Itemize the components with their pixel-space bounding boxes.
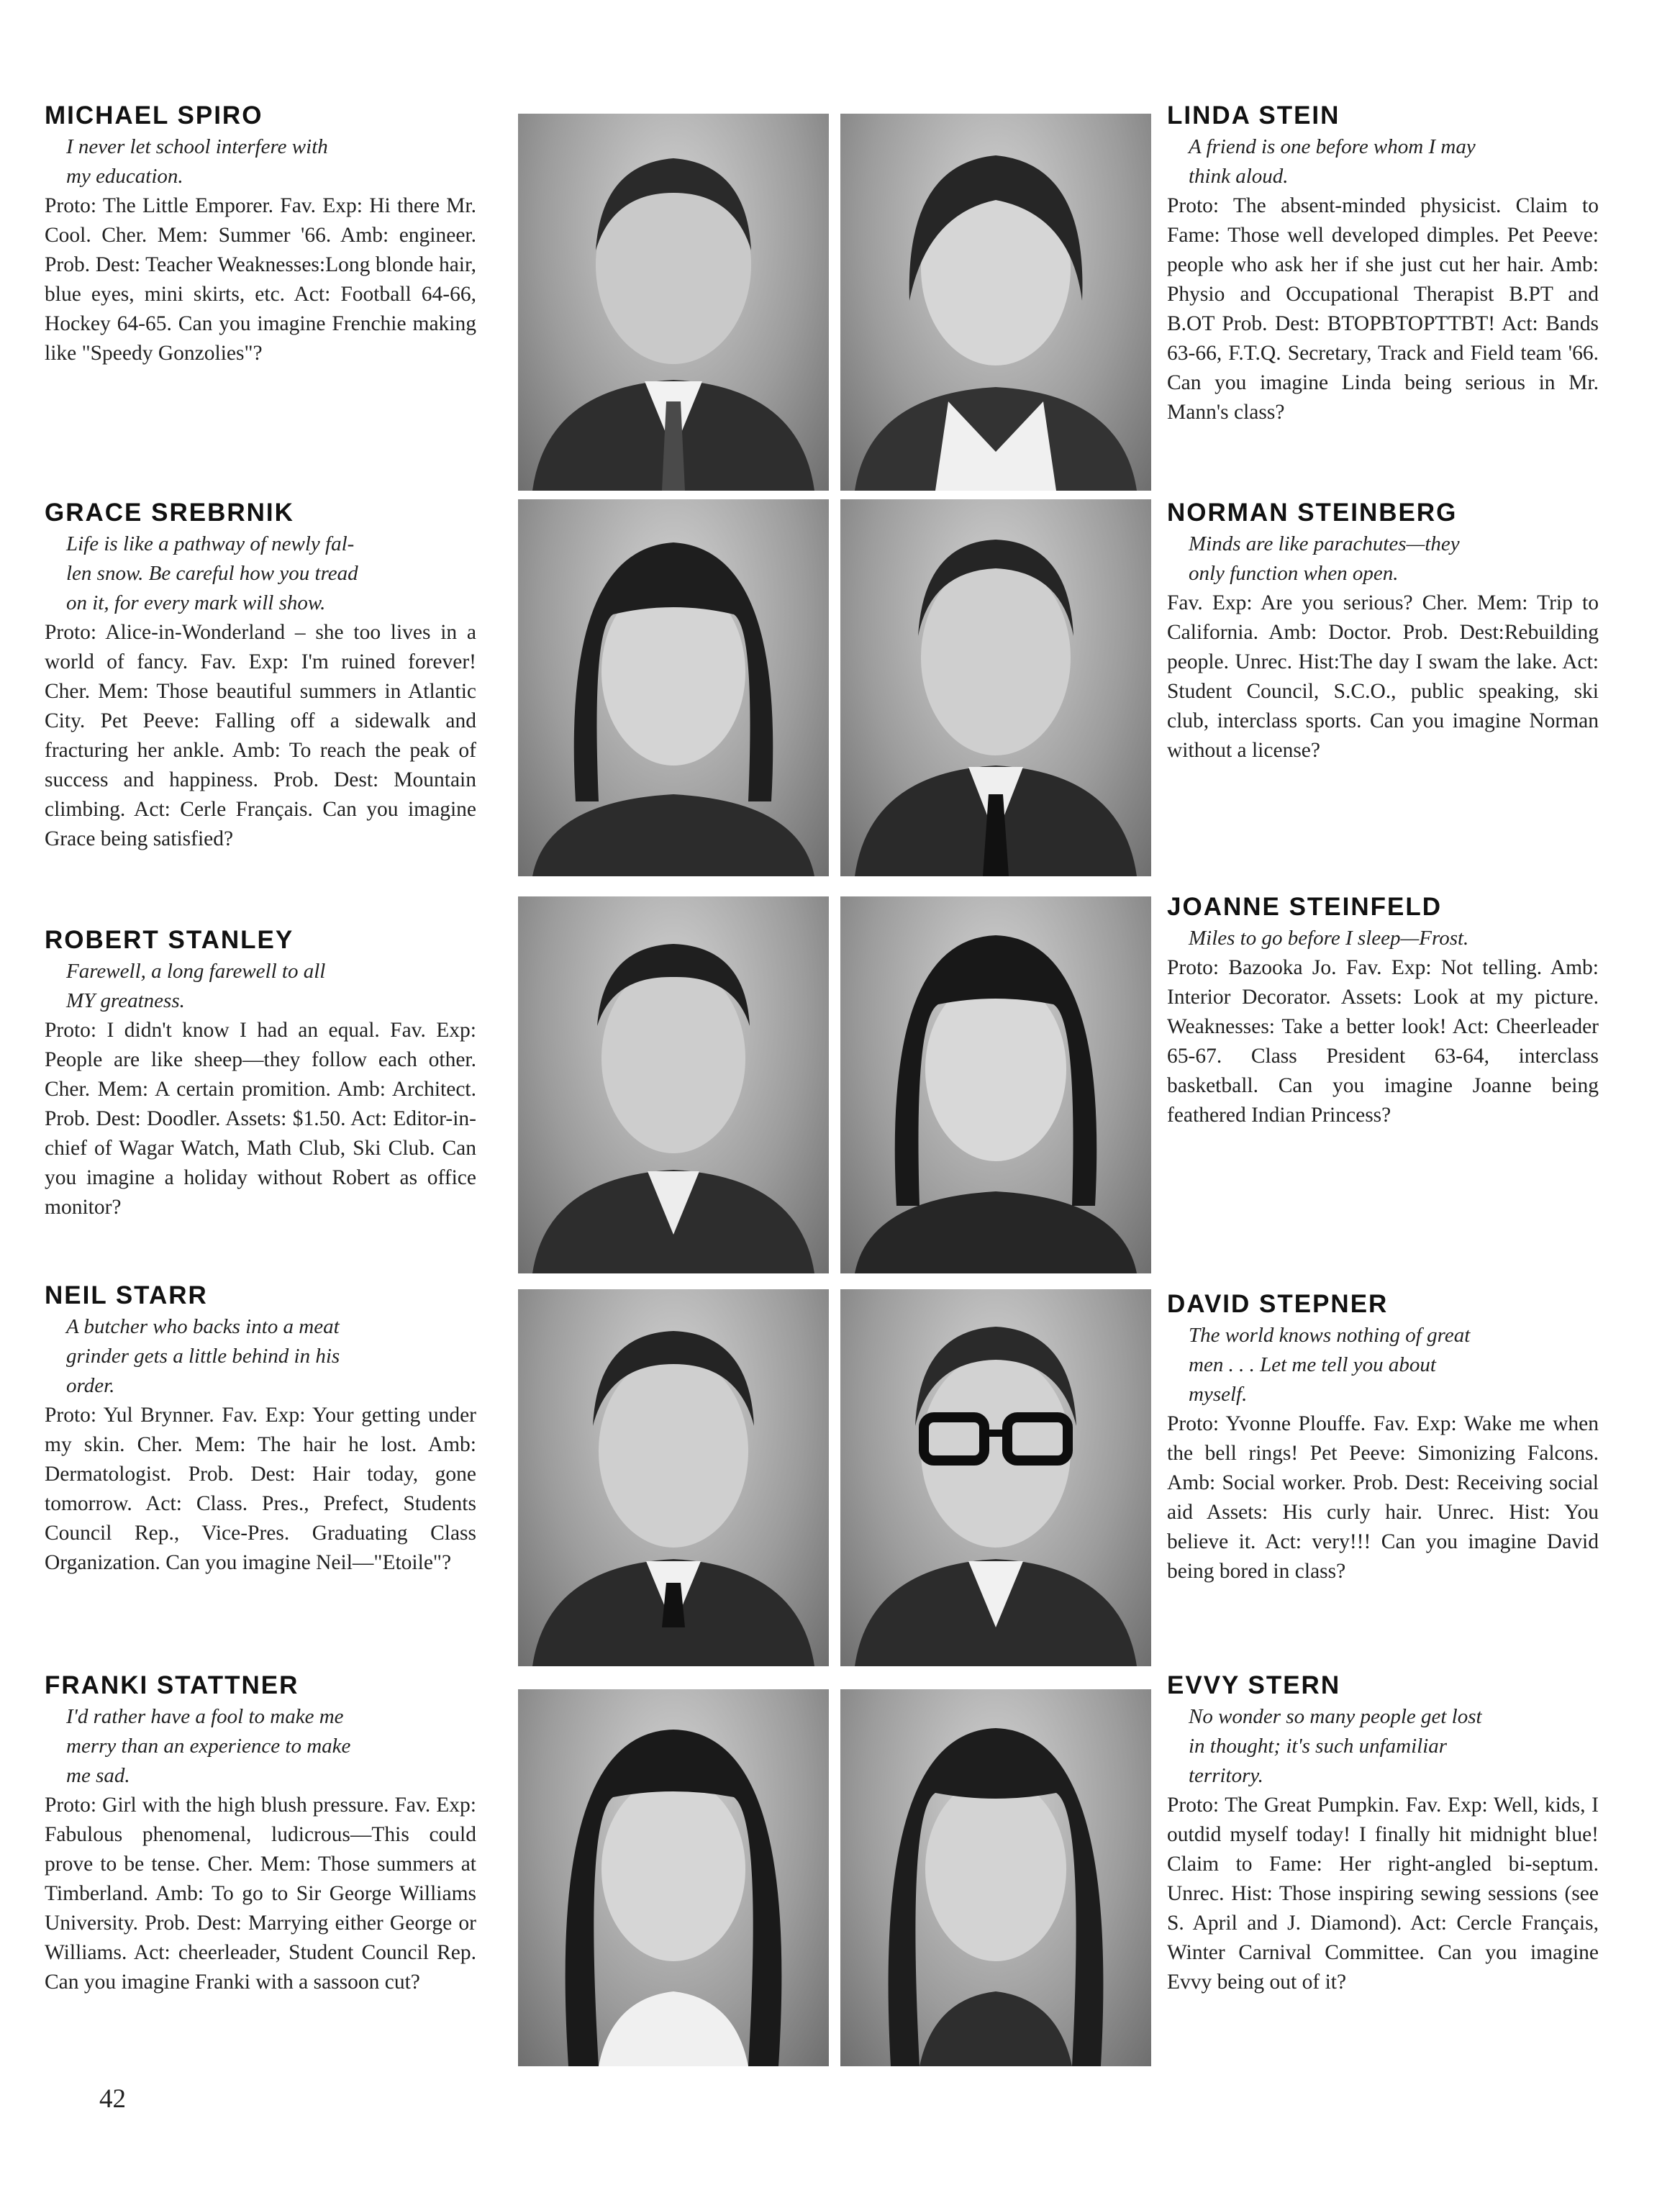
portrait-photo [518,896,829,1273]
entry-grace-srebrnik [45,498,476,854]
student-bio: Proto: Yvonne Plouffe. Fav. Exp: Wake me when the bell rings! Pet Peeve: Simonizing Falcons. Amb: Social worker. Prob. Dest: Receiving social aid Assets: His curly hair. Unrec. Hist: You believe it. Act: very!!! Can you imagine David being bored in class? [1167,1412,1599,1583]
student-bio: Fav. Exp: Are you serious? Cher. Mem: Trip to California. Amb: Doctor. Prob. Dest:Rebuilding people. Unrec. Hist:The day I swam the lake. Act: Student Council, S.C.O., public speaking, ski club, interclass sports. Can you imagine Norman without a license? [1167,591,1599,762]
entry-neil-starr [45,1281,476,1578]
student-bio: Proto: The Little Emporer. Fav. Exp: Hi there Mr. Cool. Cher. Mem: Summer '66. Amb: engineer. Prob. Dest: Teacher Weaknesses:Long blonde hair, blue eyes, mini skirts, etc. Act: Football 64-66, Hockey 64-65. Can you imagine Frenchie making like "Speedy Gonzolies"? [45,194,476,365]
student-name: GRACE SREBRNIK [45,499,294,527]
entry-david-stepner [1167,1289,1599,1586]
entry-robert-stanley [45,925,476,1222]
student-quote: Farewell, a long farewell to all MY greatness. [66,960,326,1012]
student-bio: Proto: The Great Pumpkin. Fav. Exp: Well, kids, I outdid myself today! I finally hit midnight blue! Claim to Fame: Her right-angled bi-septum. Unrec. Hist: Those inspiring sewing sessions (see S. April and J. Diamond). Act: Cercle Français, Winter Carnival Committee. Can you imagine Evvy being out of it? [1167,1794,1599,1994]
portrait-photo [840,499,1151,876]
student-quote: Miles to go before I sleep—Frost. [1189,927,1469,950]
student-name: NEIL STARR [45,1281,208,1309]
student-name: ROBERT STANLEY [45,926,294,954]
student-quote: Minds are like parachutes—they only function when open. [1189,532,1460,585]
student-quote: The world knows nothing of great men . . . Let me tell you about myself. [1189,1324,1471,1406]
student-bio: Proto: I didn't know I had an equal. Fav. Exp: People are like sheep—they follow each other. Cher. Mem: A certain promition. Amb: Architect. Prob. Dest: Doodler. Assets: $1.50. Act: Editor-in-chief of Wagar Watch, Math Club, Ski Club. Can you imagine a holiday without Robert as office monitor? [45,1019,476,1219]
student-bio: Proto: Bazooka Jo. Fav. Exp: Not telling. Amb: Interior Decorator. Assets: Look at my picture. Weaknesses: Take a better look! Act: Cheerleader 65-67. Class President 63-64, interclass basketball. Can you imagine Joanne being feathered Indian Princess? [1167,956,1599,1127]
student-name: LINDA STEIN [1167,101,1340,130]
entry-evvy-stern [1167,1671,1599,1997]
student-quote: A butcher who backs into a meat grinder gets a little behind in his order. [66,1315,340,1397]
entry-linda-stein [1167,101,1599,427]
portrait-photo [518,1689,829,2066]
entry-joanne-steinfeld [1167,892,1599,1130]
student-name: DAVID STEPNER [1167,1290,1389,1318]
student-quote: Life is like a pathway of newly fal- len snow. Be careful how you tread on it, for every mark will show. [66,532,358,614]
portrait-photo [518,1289,829,1666]
entry-michael-spiro [45,101,476,368]
portrait-photo [840,896,1151,1273]
portrait-photo [840,1689,1151,2066]
student-name: FRANKI STATTNER [45,1671,299,1699]
portrait-photo [840,1289,1151,1666]
student-name: EVVY STERN [1167,1671,1341,1699]
student-name: NORMAN STEINBERG [1167,499,1458,527]
student-quote: No wonder so many people get lost in thought; it's such unfamiliar territory. [1189,1705,1482,1787]
entry-norman-steinberg [1167,498,1599,765]
student-name: JOANNE STEINFELD [1167,893,1443,921]
student-quote: I never let school interfere with my education. [66,135,328,188]
page-number: 42 [99,2084,126,2114]
entry-franki-stattner [45,1671,476,1997]
student-quote: A friend is one before whom I may think aloud. [1189,135,1476,188]
portrait-photo [840,114,1151,491]
student-quote: I'd rather have a fool to make me merry than an experience to make me sad. [66,1705,351,1787]
portrait-photo [518,499,829,876]
student-bio: Proto: Alice-in-Wonderland – she too lives in a world of fancy. Fav. Exp: I'm ruined forever! Cher. Mem: Those beautiful summers in Atlantic City. Pet Peeve: Falling off a sidewalk and fracturing her ankle. Amb: To reach the peak of success and happiness. Prob. Dest: Mountain climbing. Act: Cerle Français. Can you imagine Grace being satisfied? [45,621,476,850]
student-bio: Proto: Yul Brynner. Fav. Exp: Your getting under my skin. Cher. Mem: The hair he lost. Amb: Dermatologist. Prob. Dest: Hair today, gone tomorrow. Act: Class. Pres., Prefect, Students Council Rep., Vice-Pres. Graduating Class Organization. Can you imagine Neil—"Etoile"? [45,1404,476,1574]
portrait-photo [518,114,829,491]
student-name: MICHAEL SPIRO [45,101,263,130]
student-bio: Proto: Girl with the high blush pressure. Fav. Exp: Fabulous phenomenal, ludicrous—This could prove to be tense. Cher. Mem: Those summers at Timberland. Amb: To go to Sir George Williams University. Prob. Dest: Marrying either George or Williams. Act: cheerleader, Student Council Rep. Can you imagine Franki with a sassoon cut? [45,1794,476,1994]
student-bio: Proto: The absent-minded physicist. Claim to Fame: Those well developed dimples. Pet Peeve: people who ask her if she just cut her hair. Amb: Physio and Occupational Therapist B.PT and B.OT Prob. Dest: BTOPBTOPTTBT! Act: Bands 63-66, F.T.Q. Secretary, Track and Field team '66. Can you imagine Linda being serious in Mr. Mann's class? [1167,194,1599,424]
